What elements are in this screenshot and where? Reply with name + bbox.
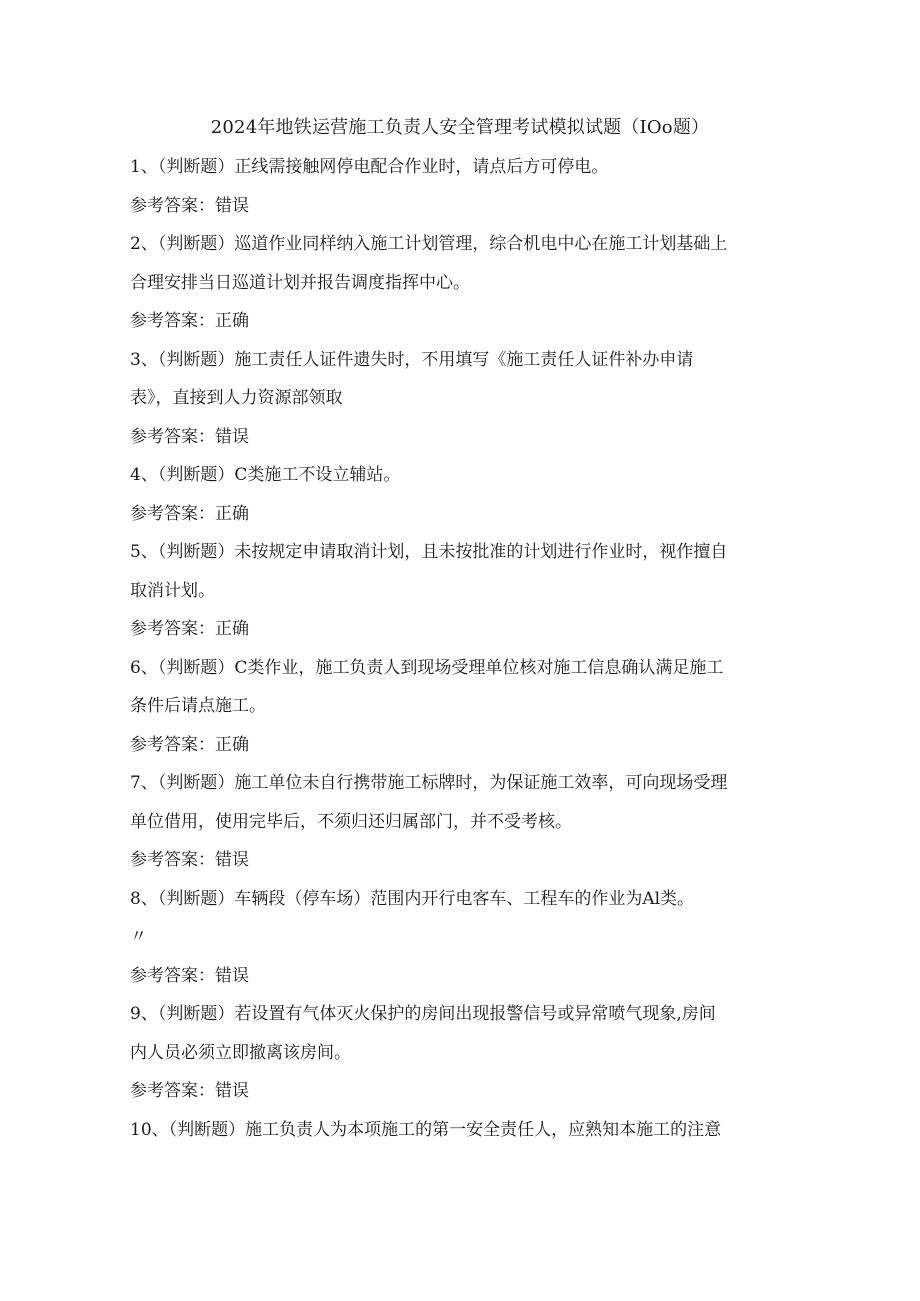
answer-text: 参考答案：正确: [130, 734, 249, 755]
answer-text: 参考答案：错误: [130, 426, 249, 447]
answer-text: 参考答案：错误: [130, 965, 249, 986]
answer-text: 参考答案：正确: [130, 311, 249, 331]
page-title: 2024年地铁运营施工负责人安全管理考试模拟试题（IOo题）: [210, 117, 710, 138]
question-text: 2、（判断题）巡道作业同样纳入施工计划管理，综合机电中心在施工计划基础上: [130, 234, 728, 254]
question-text: 〃: [130, 927, 147, 947]
question-text: 合理安排当日巡道计划并报告调度指挥中心。: [130, 272, 470, 293]
answer-text: 参考答案：错误: [130, 195, 249, 216]
question-text: 9、（判断题）若设置有气体灭火保护的房间出现报警信号或异常喷气现象,房间: [130, 1004, 716, 1024]
answer-text: 参考答案：正确: [130, 619, 249, 639]
question-list: [130, 157, 795, 1158]
question-text: 5、（判断题）未按规定申请取消计划，且未按批准的计划进行作业时，视作擅自: [130, 542, 728, 562]
question-text: 1、（判断题）正线需接触网停电配合作业时，请点后方可停电。: [130, 157, 609, 177]
answer-text: 参考答案：错误: [130, 1081, 249, 1101]
question-text: 单位借用，使用完毕后，不须归还归属部门，并不受考核。: [130, 811, 572, 832]
question-text: 4、（判断题）C类施工不设立辅站。: [130, 465, 401, 485]
answer-text: 参考答案：错误: [130, 850, 249, 870]
question-text: 3、（判断题）施工责任人证件遗失时，不用填写《施工责任人证件补办申请: [130, 349, 694, 370]
question-text: 取消计划。: [130, 580, 215, 601]
question-text: 10、（判断题）施工负责人为本项施工的第一安全责任人，应熟知本施工的注意: [130, 1119, 722, 1140]
question-text: 6、（判断题）C类作业，施工负责人到现场受理单位核对施工信息确认满足施工: [130, 657, 724, 678]
question-text: 8、（判断题）车辆段（停车场）范围内开行电客车、工程车的作业为Al类。: [130, 888, 695, 909]
question-text: 内人员必须立即撤离该房间。: [130, 1042, 351, 1063]
question-text: 7、（判断题）施工单位未自行携带施工标牌时，为保证施工效率，可向现场受理: [130, 773, 728, 793]
answer-text: 参考答案：正确: [130, 503, 249, 524]
question-text: 表》，直接到人力资源部领取: [130, 388, 343, 408]
question-text: 条件后请点施工。: [130, 696, 266, 716]
